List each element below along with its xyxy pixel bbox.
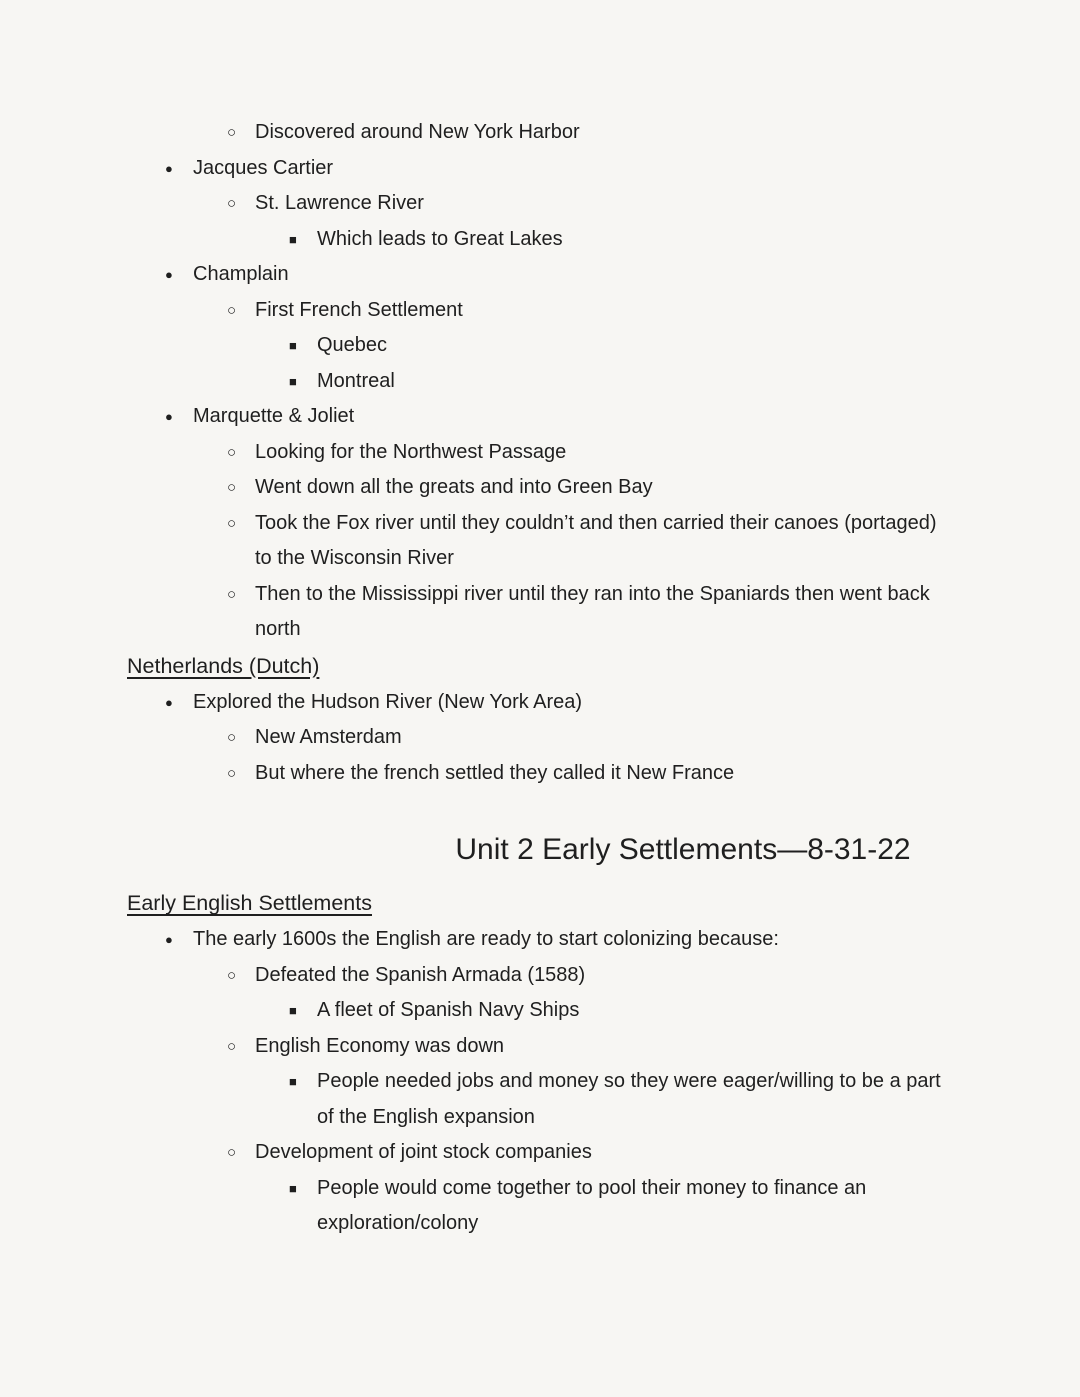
bullet-square-icon: ■ [289,1180,297,1196]
list-item [127,685,955,721]
list-item [127,328,955,364]
list-item [127,993,955,1029]
list-item [127,399,955,435]
bullet-circle-icon: ○ [227,1144,237,1161]
list-item [127,364,955,400]
bullet-circle-icon: ○ [227,585,237,603]
list-item-text: Montreal [317,369,395,392]
list-item-text: Looking for the Northwest Passage [255,440,567,463]
list-item [127,1171,955,1242]
bullet-disc-icon: ● [165,932,173,947]
list-item [127,1064,955,1135]
list-item-text: A fleet of Spanish Navy Ships [317,999,580,1021]
bullet-square-icon: ■ [289,231,297,247]
list-item-text: Then to the Mississippi river until they ran into the Spaniards then went back north [255,582,930,640]
bullet-square-icon: ■ [289,338,297,353]
list-item-text: The early 1600s the English are ready to start colonizing because: [193,928,779,950]
bullet-circle-icon: ○ [227,443,237,461]
list-item [127,470,955,506]
bullet-circle-icon: ○ [227,764,237,782]
document-title: Unit 2 Early Settlements—8-31-22 [455,833,911,866]
list-item-text: St. Lawrence River [255,192,424,214]
list-item [127,958,955,994]
list-item [127,151,955,187]
bullet-circle-icon: ○ [227,514,237,532]
list-item-text: New Amsterdam [255,726,402,748]
bullet-disc-icon: ● [165,160,173,176]
list-item [127,720,955,756]
list-item-text: Explored the Hudson River (New York Area) [193,690,583,713]
bullet-disc-icon: ● [165,267,173,282]
bullet-circle-icon: ○ [227,1037,237,1055]
bullet-square-icon: ■ [289,373,297,389]
bullet-square-icon: ■ [289,1003,297,1018]
list-item-text: But where the french settled they called it New France [255,761,735,784]
list-item-text: English Economy was down [255,1034,505,1057]
list-item [127,186,955,222]
bullet-circle-icon: ○ [227,966,237,984]
list-item [127,756,955,792]
list-item-text: Took the Fox river until they couldn’t and then carried their canoes (portaged) to the Wisconsin River [255,511,937,569]
list-item [127,1135,955,1171]
list-item-text: Defeated the Spanish Armada (1588) [255,963,586,986]
list-item-text: First French Settlement [255,298,463,321]
list-item [127,435,955,471]
list-item [127,115,955,151]
list-item [127,293,955,329]
list-item [127,1029,955,1065]
bullet-circle-icon: ○ [227,301,237,319]
list-item-text: Development of joint stock companies [255,1141,592,1163]
bullet-square-icon: ■ [289,1074,297,1089]
bullet-circle-icon: ○ [227,729,237,746]
list-item-text: People would come together to pool their money to finance an exploration/colony [317,1176,867,1234]
list-item-text: Marquette & Joliet [193,405,355,427]
list-item-text: Which leads to Great Lakes [317,227,563,250]
list-item-text: Jacques Cartier [193,156,334,179]
section-heading: Early English Settlements [127,891,372,915]
list-item-text: Quebec [317,334,388,356]
list-item [127,222,955,258]
list-item [127,577,955,648]
list-item-text: People needed jobs and money so they were eager/willing to be a part of the English expansion [317,1070,941,1128]
bullet-disc-icon: ● [165,694,173,710]
list-item-text: Discovered around New York Harbor [255,121,580,143]
bullet-circle-icon: ○ [227,124,237,141]
bullet-disc-icon: ● [165,409,173,424]
bullet-circle-icon: ○ [227,479,237,496]
list-item-text: Went down all the greats and into Green Bay [255,476,653,498]
document-body [127,115,955,1242]
list-item [127,257,955,293]
list-item-text: Champlain [193,263,289,285]
list-item [127,922,955,958]
bullet-circle-icon: ○ [227,195,237,212]
list-item [127,506,955,577]
section-heading: Netherlands (Dutch) [127,653,320,678]
